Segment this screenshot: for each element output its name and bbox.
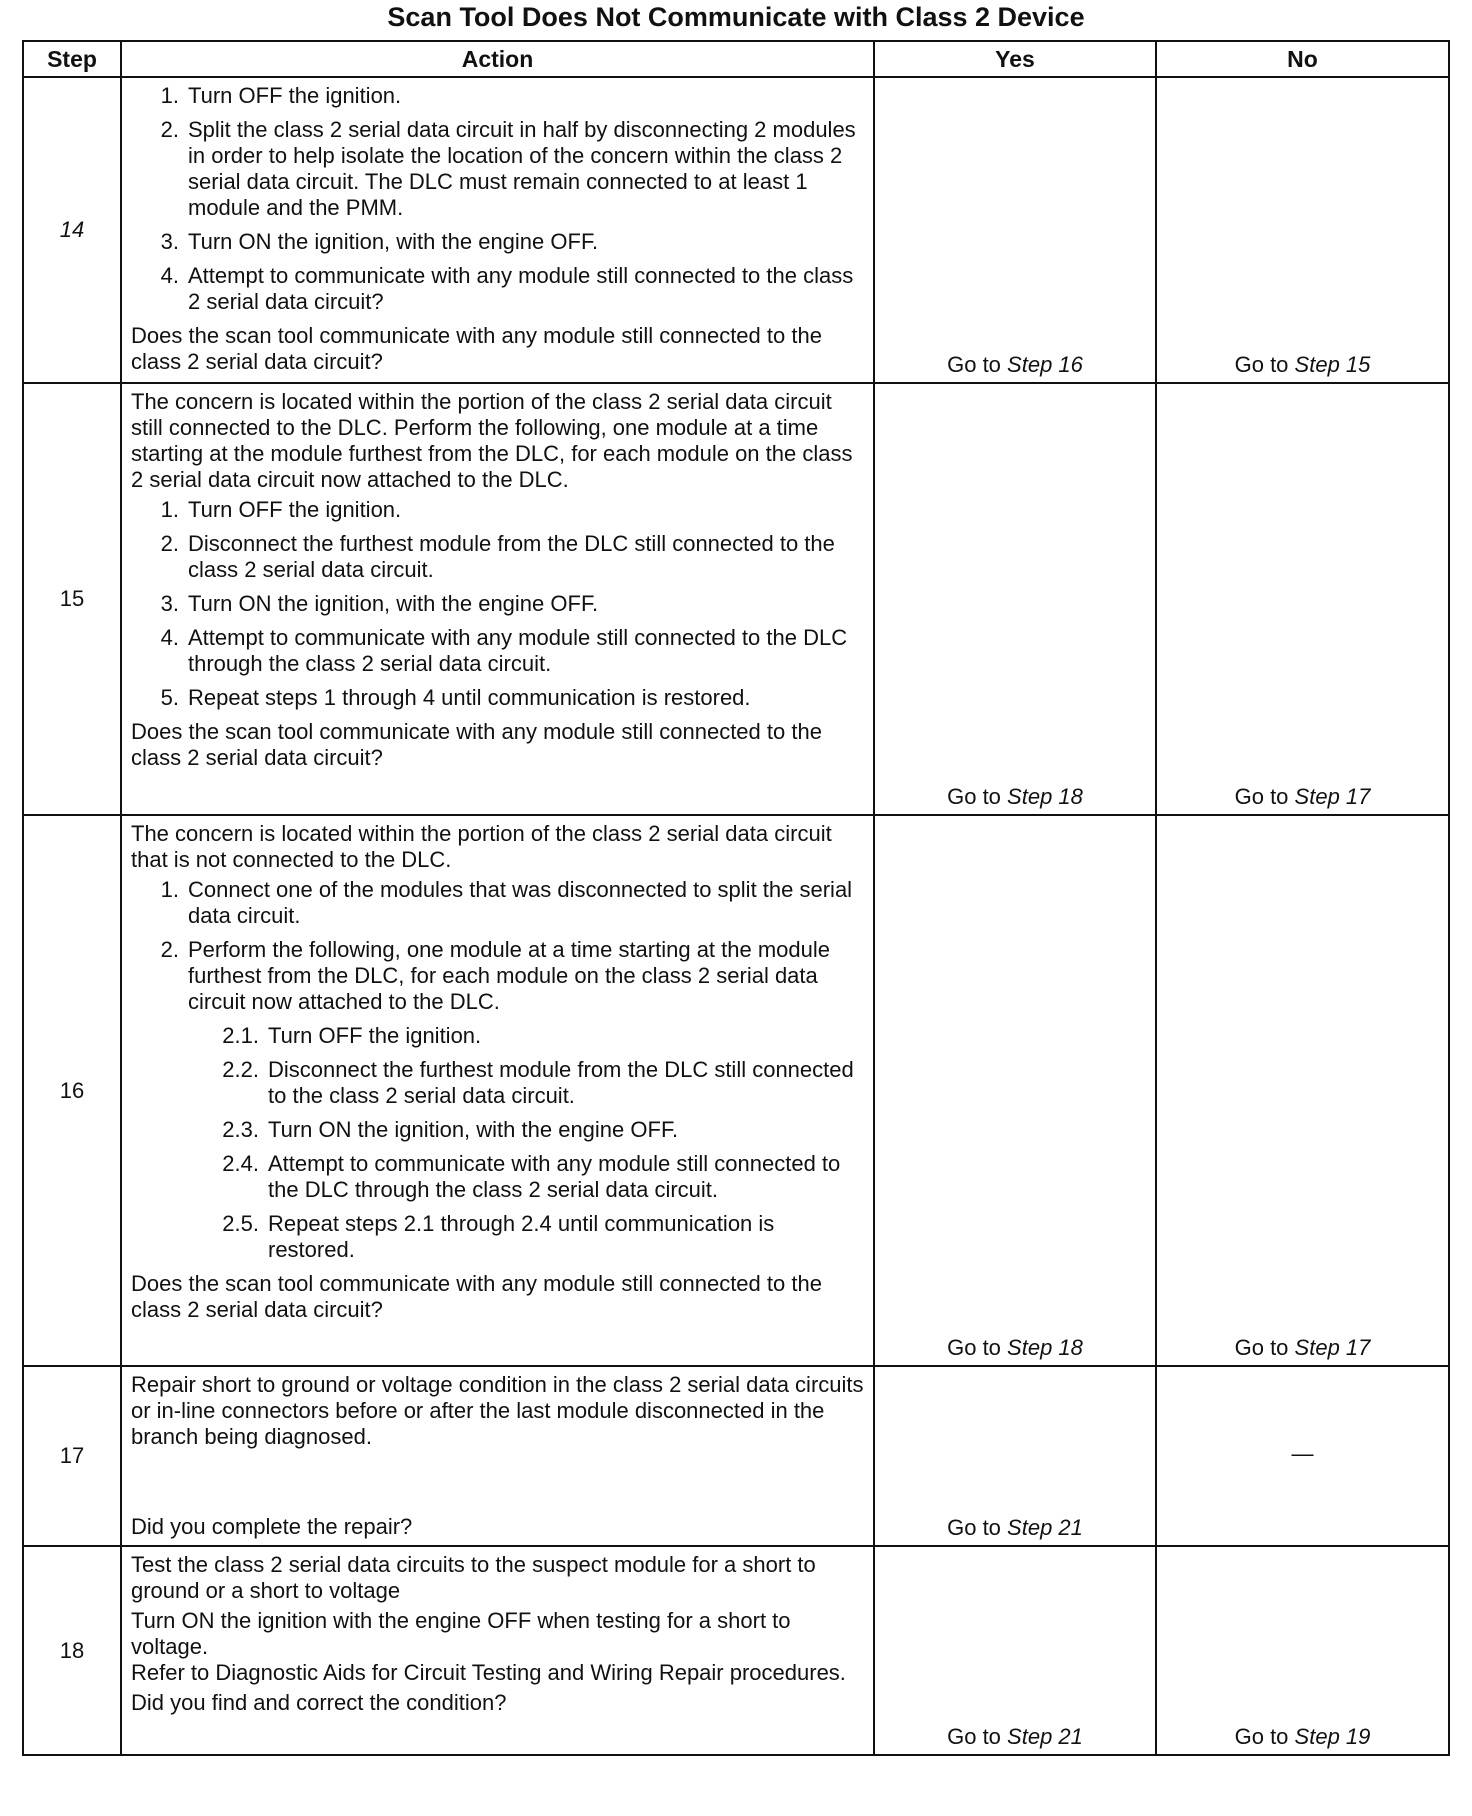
yes-cell: Go to Step 18 (874, 383, 1156, 815)
dash-text: — (1291, 1441, 1314, 1466)
question-text: Does the scan tool communicate with any module still connected to the class 2 serial data circuit? (131, 719, 822, 770)
list-item: 3. Turn ON the ignition, with the engine OFF. (160, 591, 599, 616)
sub-list-item: 2.2. Disconnect the furthest module from the DLC still connected to the class 2 serial data circuit. (222, 1057, 854, 1108)
list-item: 4. Attempt to communicate with any module still connected to the class 2 serial data circuit? (160, 263, 854, 314)
step-number: 17 (23, 1366, 121, 1546)
table-row-step-18 (23, 1546, 1449, 1755)
intro-text: Repair short to ground or voltage condition in the class 2 serial data circuits or in-line connectors before or after the last module disconnected in the branch being diagnosed. (131, 1372, 864, 1449)
list-item: 3. Turn ON the ignition, with the engine OFF. (160, 229, 599, 254)
step-number: 14 (23, 77, 121, 383)
table-row-step-15 (23, 383, 1449, 815)
list-item: 1. Turn OFF the ignition. (160, 83, 402, 108)
question-text: Does the scan tool communicate with any module still connected to the class 2 serial data circuit? (131, 323, 822, 374)
sub-list-item: 2.4. Attempt to communicate with any module still connected to the DLC through the class 2 serial data circuit. (222, 1151, 841, 1202)
reference-text: Refer to Diagnostic Aids for Circuit Testing and Wiring Repair procedures. (131, 1660, 846, 1685)
question-text: Did you find and correct the condition? (131, 1690, 507, 1715)
no-cell: Go to Step 19 (1156, 1546, 1449, 1755)
yes-cell: Go to Step 18 (874, 815, 1156, 1366)
no-cell: Go to Step 17 (1156, 383, 1449, 815)
action-cell (121, 1546, 874, 1755)
action-cell (121, 815, 874, 1366)
header-action: Action (121, 41, 874, 77)
sub-list-item: 2.1. Turn OFF the ignition. (222, 1023, 482, 1048)
header-row (23, 41, 1449, 77)
table-row-step-14 (23, 77, 1449, 383)
sub-list-item: 2.3. Turn ON the ignition, with the engine OFF. (222, 1117, 679, 1142)
action-cell (121, 1366, 874, 1546)
list-item: 2. Split the class 2 serial data circuit in half by disconnecting 2 modules in order to help isolate the location of the concern within the class 2 serial data circuit. The DLC must remain connected to at least 1 module and the PMM. (160, 117, 856, 220)
question-text: Does the scan tool communicate with any module still connected to the class 2 serial data circuit? (131, 1271, 822, 1322)
question-text: Did you complete the repair? (131, 1514, 413, 1539)
list-item: 2. Perform the following, one module at a time starting at the module furthest from the DLC, for each module on the class 2 serial data circuit now attached to the DLC. (160, 937, 831, 1014)
sub-list-item: 2.5. Repeat steps 2.1 through 2.4 until communication is restored. (222, 1211, 775, 1262)
list-item: 1. Connect one of the modules that was disconnected to split the serial data circuit. (160, 877, 853, 928)
list-item: 2. Disconnect the furthest module from the DLC still connected to the class 2 serial data circuit. (160, 531, 835, 582)
table-row-step-16 (23, 815, 1449, 1366)
header-step: Step (23, 41, 121, 77)
diagnostic-table (22, 40, 1450, 1756)
no-cell (1156, 1366, 1449, 1546)
yes-cell: Go to Step 16 (874, 77, 1156, 383)
intro-text: Test the class 2 serial data circuits to the suspect module for a short to ground or a short to voltage (131, 1552, 816, 1603)
header-no: No (1156, 41, 1449, 77)
intro-text: The concern is located within the portion of the class 2 serial data circuit still connected to the DLC. Perform the following, one module at a time starting at the module furthest from the DLC, for each module on the class 2 serial data circuit now attached to the DLC. (131, 389, 853, 492)
header-yes: Yes (874, 41, 1156, 77)
intro-text: The concern is located within the portion of the class 2 serial data circuit that is not connected to the DLC. (131, 821, 832, 872)
note-text: Turn ON the ignition with the engine OFF when testing for a short to voltage. (131, 1608, 791, 1659)
step-number: 16 (23, 815, 121, 1366)
page-title: Scan Tool Does Not Communicate with Class 2 Device (387, 2, 1085, 32)
list-item: 4. Attempt to communicate with any module still connected to the DLC through the class 2 serial data circuit. (160, 625, 848, 676)
action-cell (121, 77, 874, 383)
no-cell: Go to Step 17 (1156, 815, 1449, 1366)
list-item: 5. Repeat steps 1 through 4 until communication is restored. (160, 685, 751, 710)
no-cell: Go to Step 15 (1156, 77, 1449, 383)
yes-cell: Go to Step 21 (874, 1546, 1156, 1755)
step-number: 18 (23, 1546, 121, 1755)
list-item: 1. Turn OFF the ignition. (160, 497, 402, 522)
action-cell (121, 383, 874, 815)
table-row-step-17 (23, 1366, 1449, 1546)
step-number: 15 (23, 383, 121, 815)
yes-cell: Go to Step 21 (874, 1366, 1156, 1546)
